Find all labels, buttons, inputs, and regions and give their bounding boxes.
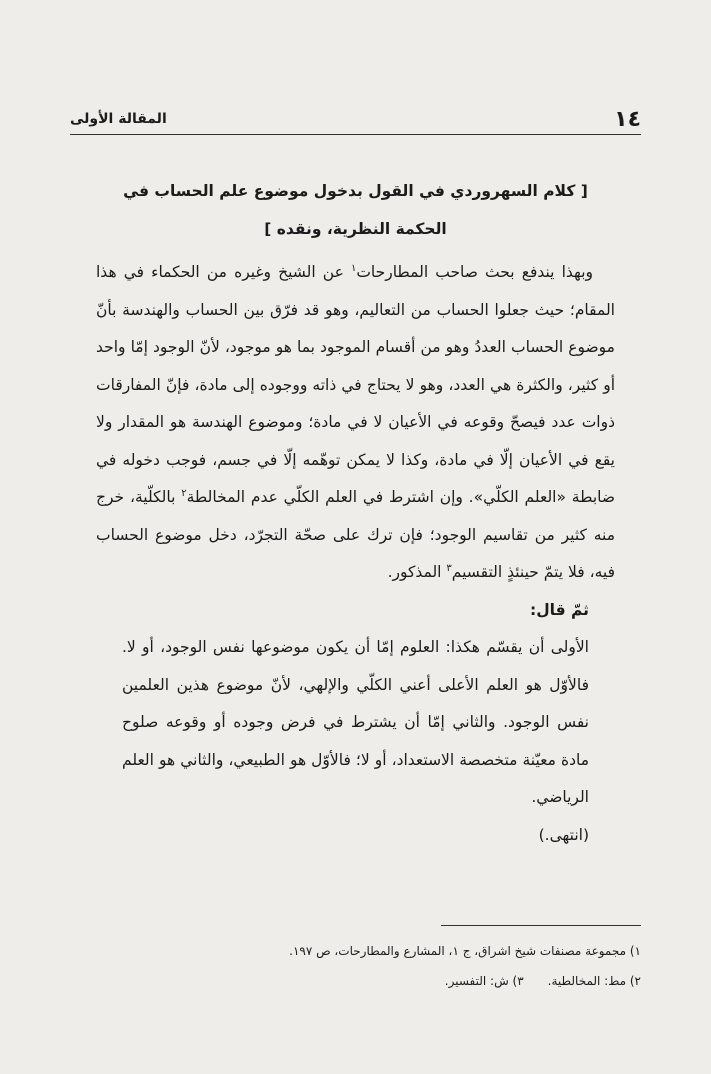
footnotes <box>70 936 641 996</box>
paragraph-1-start: وبهذا يندفع بحث صاحب المطارحات <box>356 263 593 281</box>
footnote-2: ٢) مط: المخالطية. <box>547 974 641 988</box>
paragraph-1-end: المذكور. <box>387 563 447 581</box>
page-number: ١٤ <box>614 106 641 132</box>
main-text <box>96 172 615 854</box>
section-heading-line-1: [ كلام السهروردي في القول بدخول موضوع علم الحساب في <box>123 182 588 200</box>
section-heading-line-2: الحكمة النظرية، ونقده ] <box>264 220 447 238</box>
footnote-row-2 <box>70 966 641 996</box>
paragraph-1-middle-2: بالكلّية، خرج منه كثير من تقاسيم الوجود؛ فإن ترك على صحّة التجرّد، دخل موضوع الحساب فيه، فلا يتمّ حينئذٍ التقسيم <box>96 488 615 581</box>
footnote-ref-3: ٣ <box>446 562 452 574</box>
quoted-passage: الأولى أن يقسّم هكذا: العلوم إمّا أن يكون موضوعها نفس الوجود، أو لا. فالأوّل هو العلم الأعلى أعني الكلّي والإلهي، لأنّ موضوع هذين العلمين نفس الوجود. والثاني إمّا أن يشترط في فرض وجوده أو وقوعه صلوح مادة معيّنة متخصصة الاستعداد، أو لا؛ فالأوّل هو الطبيعي، والثاني هو العلم الرياضي. <box>122 638 589 806</box>
header-divider <box>70 134 641 135</box>
section-heading <box>96 172 615 248</box>
running-title: المقالة الأولى <box>70 111 167 127</box>
footnote-ref-2: ٢ <box>181 487 187 499</box>
footnote-3: ٣) ش: التفسير. <box>444 974 524 988</box>
footnote-1: ١) مجموعة مصنفات شيخ اشراق، ج ١، المشارع والمطارحات، ص ١٩٧. <box>289 944 641 958</box>
paragraph-1-middle: عن الشيخ وغيره من الحكماء في هذا المقام؛ حيث جعلوا الحساب من التعاليم، وهو قد فرّق بين الحساب والهندسة بأنّ موضوع الحساب العددُ وهو من أقسام الموجود بما هو موجود، لأنّ الوجود إمّا واحد أو كثير، والكثرة هي العدد، وهو لا يحتاج في ذاته ووجوده إلى مادة، فإنّ المفارقات ذوات عدد فيصحّ وقوعه في الأعيان لا في مادة؛ وموضوع الهندسة هو المقدار ولا يقع في الأعيان إلّا في مادة، وكذا لا يمكن توهّمه إلّا في جسم، فوجب دخوله في ضابطة «العلم الكلّي». وإن اشترط في العلم الكلّي عدم المخالطة <box>96 263 616 506</box>
quote-intro: ثمّ قال: <box>530 600 589 619</box>
footnote-ref-1: ١ <box>350 262 357 274</box>
paragraph-1 <box>96 254 615 592</box>
page-header <box>70 104 641 134</box>
footnote-divider <box>441 925 641 926</box>
quote-end-mark: (انتهى.) <box>538 825 589 844</box>
